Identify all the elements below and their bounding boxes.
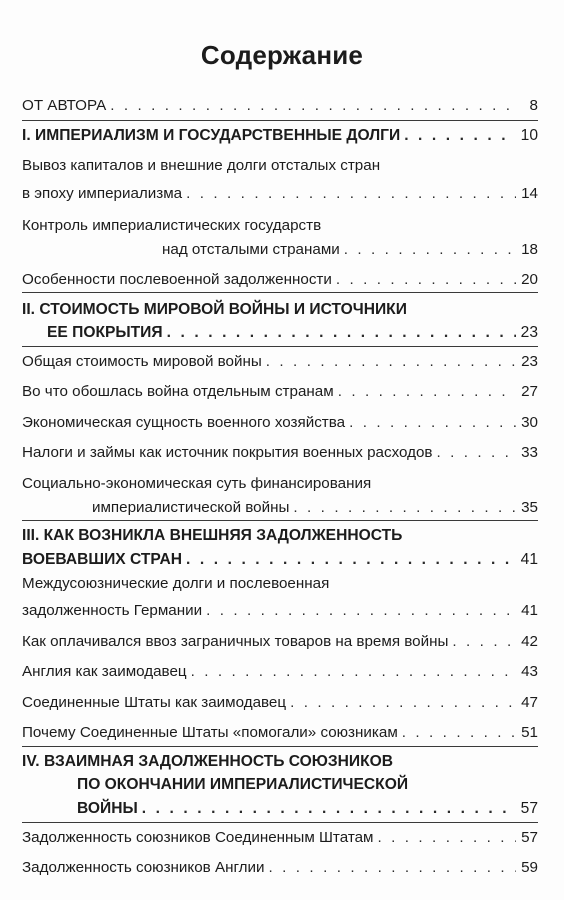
toc-section-title-line: II. СТОИМОСТЬ МИРОВОЙ ВОЙНЫ И ИСТОЧНИКИ: [22, 301, 407, 318]
toc-entry-text-line: Вывоз капиталов и внешние долги отсталых стран: [22, 157, 381, 174]
toc-section-2[interactable]: [22, 323, 538, 343]
toc-entry-war-cost[interactable]: [22, 352, 538, 372]
toc-entry-text: Налоги и займы как источник покрытия военных расходов: [22, 444, 433, 461]
toc-leader-dots: [436, 443, 516, 463]
toc-page-number: 27: [521, 383, 538, 400]
toc-section-title-line: IV. ВЗАИМНАЯ ЗАДОЛЖЕННОСТЬ СОЮЗНИКОВ: [22, 753, 394, 770]
toc-leader-dots: [344, 240, 516, 260]
toc-leader-dots: [452, 632, 516, 652]
section-divider: [22, 746, 538, 747]
toc-page-number: 42: [521, 633, 538, 650]
toc-page-number: 41: [520, 551, 538, 568]
toc-section-title: ВОЕВАВШИХ СТРАН: [22, 551, 182, 568]
toc-leader-dots: [378, 828, 517, 848]
toc-entry-debt-england[interactable]: [22, 858, 538, 878]
toc-entry-text: Задолженность союзников Соединенным Штатам: [22, 829, 374, 846]
toc-entry-control[interactable]: [22, 240, 538, 260]
toc-entry-text: Как оплачивался ввоз заграничных товаров на время войны: [22, 633, 449, 650]
toc-entry-text: Общая стоимость мировой войны: [22, 353, 262, 370]
toc-entry-us-lender[interactable]: [22, 693, 538, 713]
toc-leader-dots: [142, 799, 516, 819]
toc-page-number: 8: [529, 97, 538, 114]
toc-entry-war-economy[interactable]: [22, 413, 538, 433]
toc-page-number: 33: [521, 444, 538, 461]
toc-entry-text-line: Междусоюзнические долги и послевоенная: [22, 575, 330, 592]
toc-entry-text: Соединенные Штаты как заимодавец: [22, 694, 287, 711]
toc-page-number: 14: [521, 185, 538, 202]
toc-leader-dots: [290, 693, 516, 713]
toc-page-number: 35: [521, 499, 538, 516]
toc-entry-england-lender[interactable]: [22, 662, 538, 682]
toc-leader-dots: [404, 126, 516, 146]
toc-section-3[interactable]: [22, 550, 538, 570]
toc-page-number: 10: [520, 127, 538, 144]
toc-entry-text: Англия как заимодавец: [22, 663, 187, 680]
toc-leader-dots: [266, 352, 516, 372]
toc-entry-us-helped[interactable]: [22, 723, 538, 743]
toc-entry-taxes-loans[interactable]: [22, 443, 538, 463]
toc-leader-dots: [191, 662, 516, 682]
toc-page-number: 23: [520, 324, 538, 341]
toc-leader-dots: [206, 601, 516, 621]
toc-entry-text: империалистической войны: [92, 499, 290, 516]
toc-leader-dots: [110, 96, 516, 116]
table-of-contents: [22, 0, 538, 900]
section-divider: [22, 292, 538, 293]
section-divider: [22, 120, 538, 121]
toc-entry-text: Почему Соединенные Штаты «помогали» союзникам: [22, 724, 398, 741]
toc-entry-postwar-debt[interactable]: [22, 270, 538, 290]
toc-leader-dots: [293, 498, 516, 518]
toc-section-title: ВОЙНЫ: [77, 800, 138, 817]
toc-page-number: 18: [521, 241, 538, 258]
toc-page-number: 51: [521, 724, 538, 741]
toc-leader-dots: [167, 323, 516, 343]
toc-entry-text: в эпоху империализма: [22, 185, 183, 202]
toc-entry-imports[interactable]: [22, 632, 538, 652]
toc-leader-dots: [186, 184, 516, 204]
section-divider: [22, 520, 538, 521]
toc-page-number: 20: [521, 271, 538, 288]
toc-leader-dots: [336, 270, 516, 290]
toc-entry-text-line: Социально-экономическая суть финансирования: [22, 475, 372, 492]
toc-section-title: I. ИМПЕРИАЛИЗМ И ГОСУДАРСТВЕННЫЕ ДОЛГИ: [22, 127, 401, 144]
toc-page-number: 30: [521, 414, 538, 431]
page-title: Содержание: [200, 40, 364, 70]
toc-section-1[interactable]: [22, 126, 538, 146]
toc-page-number: 23: [521, 353, 538, 370]
toc-entry-war-financing[interactable]: [22, 498, 538, 518]
toc-page-number: 57: [521, 829, 538, 846]
toc-page-number: 57: [520, 800, 538, 817]
toc-entry-text: Экономическая сущность военного хозяйства: [22, 414, 346, 431]
toc-page-number: 47: [521, 694, 538, 711]
toc-entry-interallied-debts[interactable]: [22, 601, 538, 621]
toc-leader-dots: [349, 413, 516, 433]
toc-section-4[interactable]: [22, 799, 538, 819]
toc-section-title-line: ПО ОКОНЧАНИИ ИМПЕРИАЛИСТИЧЕСКОЙ: [77, 776, 409, 793]
toc-leader-dots: [269, 858, 516, 878]
toc-entry-text-line: Контроль империалистических государств: [22, 217, 322, 234]
toc-page-number: 43: [521, 663, 538, 680]
toc-entry-text: Особенности послевоенной задолженности: [22, 271, 332, 288]
section-divider: [22, 822, 538, 823]
toc-entry-text: над отсталыми странами: [162, 241, 340, 258]
toc-entry-debt-us[interactable]: [22, 828, 538, 848]
toc-leader-dots: [338, 382, 516, 402]
toc-entry-text: Задолженность союзников Англии: [22, 859, 265, 876]
toc-entry-text: ОТ АВТОРА: [22, 97, 107, 114]
toc-section-title-line: III. КАК ВОЗНИКЛА ВНЕШНЯЯ ЗАДОЛЖЕННОСТЬ: [22, 527, 403, 544]
toc-leader-dots: [186, 550, 516, 570]
toc-entry-text: Во что обошлась война отдельным странам: [22, 383, 334, 400]
toc-entry-capital-export[interactable]: [22, 184, 538, 204]
toc-entry-author[interactable]: [22, 96, 538, 116]
toc-page-number: 59: [521, 859, 538, 876]
toc-leader-dots: [402, 723, 516, 743]
toc-entry-war-cost-countries[interactable]: [22, 382, 538, 402]
toc-section-title: ЕЕ ПОКРЫТИЯ: [47, 324, 163, 341]
section-divider: [22, 346, 538, 347]
toc-page-number: 41: [521, 602, 538, 619]
toc-entry-text: задолженность Германии: [22, 602, 203, 619]
